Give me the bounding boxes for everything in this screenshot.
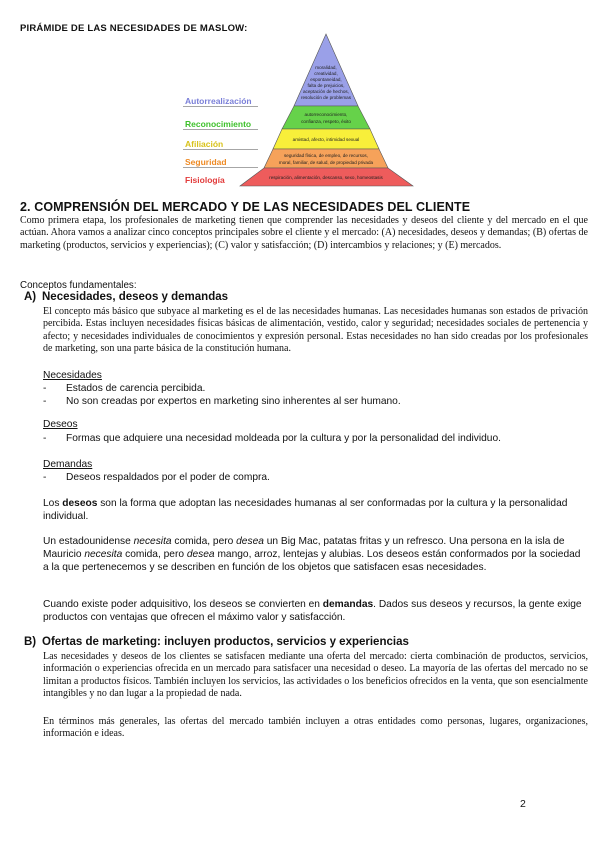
pyramid-level-reconocimiento — [282, 106, 370, 129]
conceptos-label: Conceptos fundamentales: — [20, 280, 137, 291]
section-b-paragraph-2: En términos más generales, las ofertas del mercado también incluyen a otras entidades como personas, lugares, organizaciones, información e ideas. — [43, 716, 588, 740]
section-b-letter: B) — [24, 636, 37, 648]
pyramid-text-0-3: falta de prejuicios, — [307, 83, 345, 88]
necesidades-item-0: - Estados de carencia percibida. — [43, 383, 206, 394]
demandas-label: Demandas — [43, 459, 93, 470]
section-a-title: Necesidades, deseos y demandas — [42, 291, 229, 303]
section-a-paragraph: El concepto más básico que subyace al marketing es el de las necesidades humanas. Las necesidades humanas son estados de privación percibida. Estas incluyen necesidades físicas básicas de alimentación, vestido, calor y seguridad; necesidades sociales de pertenencia y afecto; y necesidades individuales de conocimientos y expresión personal. Estas necesidades no han sido creadas por los profesionales de marketing, son una parte básica de la constitución humana. — [43, 306, 588, 355]
maslow-pyramid — [180, 32, 420, 190]
section-a-heading — [24, 291, 228, 303]
deseos-example-paragraph: Un estadounidense necesita comida, pero desea un Big Mac, patatas fritas y un refresco. Una persona en la isla de Mauricio necesita comida, pero desea mango, arroz, lentejas y alubias. Los deseos están conformados por la sociedad a la que pertenecemos y se describen en función de los objetos que satisfacen esas necesidades. — [43, 536, 581, 574]
intro-paragraph: Como primera etapa, los profesionales de marketing tienen que comprender las necesidades y deseos del cliente y del mercado en el que actúan. Ahora vamos a analizar cinco conceptos principales sobre el cliente y el mercado: (A) necesidades, deseos y demandas; (B) ofertas de marketing (productos, servicios y experiencias); (C) valor y satisfacción; (D) intercambios y relaciones; y (E) mercados. — [20, 215, 588, 251]
deseos-definition-paragraph: Los deseos son la forma que adoptan las necesidades humanas al ser conformadas por la cultura y la personalidad individual. — [43, 498, 568, 523]
demandas-item-0: - Deseos respaldados por el poder de compra. — [43, 472, 270, 483]
section-b-heading — [24, 636, 409, 648]
pyramid-label-1: Reconocimiento — [185, 119, 252, 129]
section-b-title: Ofertas de marketing: incluyen productos, servicios y experiencias — [42, 636, 409, 648]
pyramid-text-0-0: moralidad, — [315, 65, 337, 70]
deseos-item-0: - Formas que adquiere una necesidad moldeada por la cultura y por la personalidad del individuo. — [43, 433, 501, 444]
page-number: 2 — [520, 798, 526, 810]
demandas-paragraph: Cuando existe poder adquisitivo, los deseos se convierten en demandas. Dados sus deseos y recursos, la gente exige productos con ventajas que ofrecen el máximo valor y satisfacción. — [43, 599, 582, 624]
pyramid-text-3-0: seguridad física, de empleo, de recursos, — [283, 153, 369, 158]
pyramid-text-4-0: respiración, alimentación, descanso, sexo, homeostasis — [269, 175, 383, 180]
pyramid-label-4: Fisiología — [185, 175, 225, 185]
pyramid-text-1-1: confianza, respeto, éxito — [301, 119, 351, 124]
pyramid-label-0: Autorrealización — [185, 96, 252, 106]
pyramid-text-0-1: creatividad, — [314, 71, 338, 76]
pyramid-text-1-0: autorreconocimiento, — [304, 112, 348, 117]
pyramid-text-3-1: moral, familiar, de salud, de propiedad privada — [278, 160, 374, 165]
deseos-label: Deseos — [43, 419, 78, 430]
necesidades-label: Necesidades — [43, 370, 102, 381]
section-2-title: 2. COMPRENSIÓN DEL MERCADO Y DE LAS NECESIDADES DEL CLIENTE — [20, 200, 471, 214]
pyramid-label-3: Seguridad — [185, 157, 227, 167]
pyramid-level-seguridad — [264, 149, 388, 168]
pyramid-text-0-4: aceptación de hechos, — [303, 89, 349, 94]
pyramid-text-0-2: espontaneidad, — [310, 77, 342, 82]
section-b-paragraph-1: Las necesidades y deseos de los clientes se satisfacen mediante una oferta del mercado: cierta combinación de productos, servicios, información o experiencias ofrecida en un mercado para satisfacer una necesidad o deseo. La mayoría de las ofertas del mercado no se limitan a productos físicos. También incluyen los servicios, las actividades o los beneficios ofrecidos en la venta, que son esencialmente intangibles y no dan lugar a la propiedad de nada. — [43, 651, 588, 700]
section-a-letter: A) — [24, 291, 37, 303]
pyramid-text-2-0: amistad, afecto, intimidad sexual — [292, 137, 360, 142]
pyramid-text-0-5: resolución de problemas — [300, 95, 352, 100]
necesidades-item-1: - No son creadas por expertos en marketing sino inherentes al ser humano. — [43, 396, 401, 407]
pyramid-title: PIRÁMIDE DE LAS NECESIDADES DE MASLOW: — [20, 23, 248, 34]
pyramid-label-2: Afiliación — [185, 139, 224, 149]
